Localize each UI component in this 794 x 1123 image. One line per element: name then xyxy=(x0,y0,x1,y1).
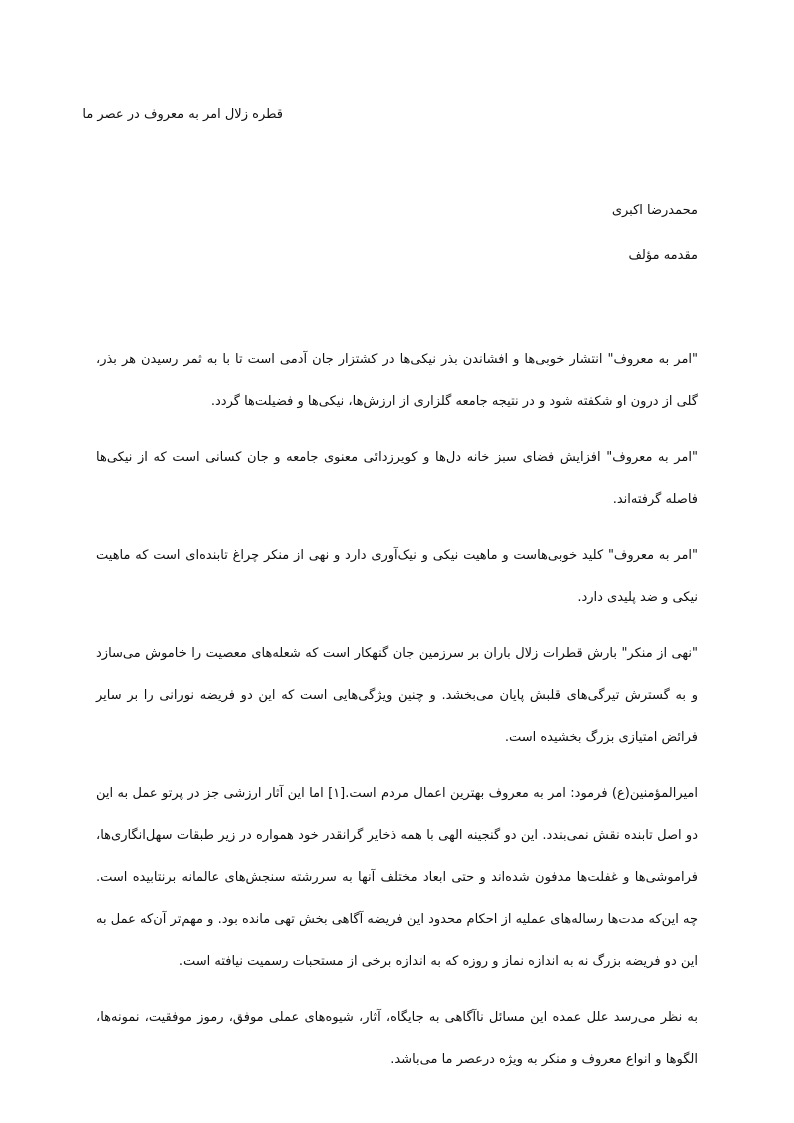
paragraphs-container xyxy=(96,339,698,1095)
preface-heading: مقدمه مؤلف xyxy=(628,248,698,263)
paragraph: به نظر می‌رسد علل عمده این مسائل ناآگاهی به جایگاه، آثار، شیوه‌های عملی موفق، رموز موفقیت، نمونه‌ها، الگوها و انواع معروف و منکر به ویژه درعصر ما می‌باشد. xyxy=(96,1010,698,1067)
paragraph: "امر به معروف" انتشار خوبی‌ها و افشاندن بذر نیکی‌ها در کشتزار جان آدمی است تا با به ثمر رسیدن هر بذر، گلی از درون او شکفته شود و در نتیجه جامعه گلزاری از ارزش‌ها، نیکی‌ها و فضیلت‌ها گردد. xyxy=(96,352,698,409)
document-title: قطره زلال امر به معروف در عصر ما xyxy=(82,107,283,122)
paragraph: "نهی از منکر" بارش قطرات زلال باران بر سرزمین جان گنهکار است که شعله‌های معصیت را خاموش می‌سازد و به گسترش تیرگی‌های قلبش پایان می‌بخشد. و چنین ویژگی‌هایی است که این دو فریضه نورانی را بر سایر فرائض امتیازی بزرگ بخشیده است. xyxy=(96,646,698,745)
author-name: محمدرضا اکبری xyxy=(611,203,698,218)
paragraph: "امر به معروف" افزایش فضای سبز خانه دل‌ها و کویرزدائی معنوی جامعه و جان کسانی است که از نیکی‌ها فاصله گرفته‌اند. xyxy=(96,450,698,507)
paragraph: امیرالمؤمنین(ع) فرمود: امر به معروف بهترین اعمال مردم است.[۱] اما این آثار ارزشی جز در پرتو عمل به این دو اصل تابنده نقش نمی‌بندد. این دو گنجینه الهی با همه ذخایر گرانقدر خود همواره در زیر طبقات سهل‌انگاری‌ها، فراموشی‌ها و غفلت‌ها مدفون شده‌اند و حتی ابعاد مختلف آنها به سررشته سنجش‌های عالمانه برنتابیده است. چه این‌که مدت‌ها رساله‌های عملیه از احکام محدود این فریضه آگاهی بخش تهی مانده بود. و مهم‌تر آن‌که عمل به این دو فریضه بزرگ نه به اندازه نماز و روزه که به اندازه برخی از مستحبات رسمیت نیافته است. xyxy=(96,786,698,969)
paragraph: "امر به معروف" کلید خوبی‌هاست و ماهیت نیکی و نیک‌آوری دارد و نهی از منکر چراغ تابنده‌ای است که ماهیت نیکی و ضد پلیدی دارد. xyxy=(96,548,698,605)
